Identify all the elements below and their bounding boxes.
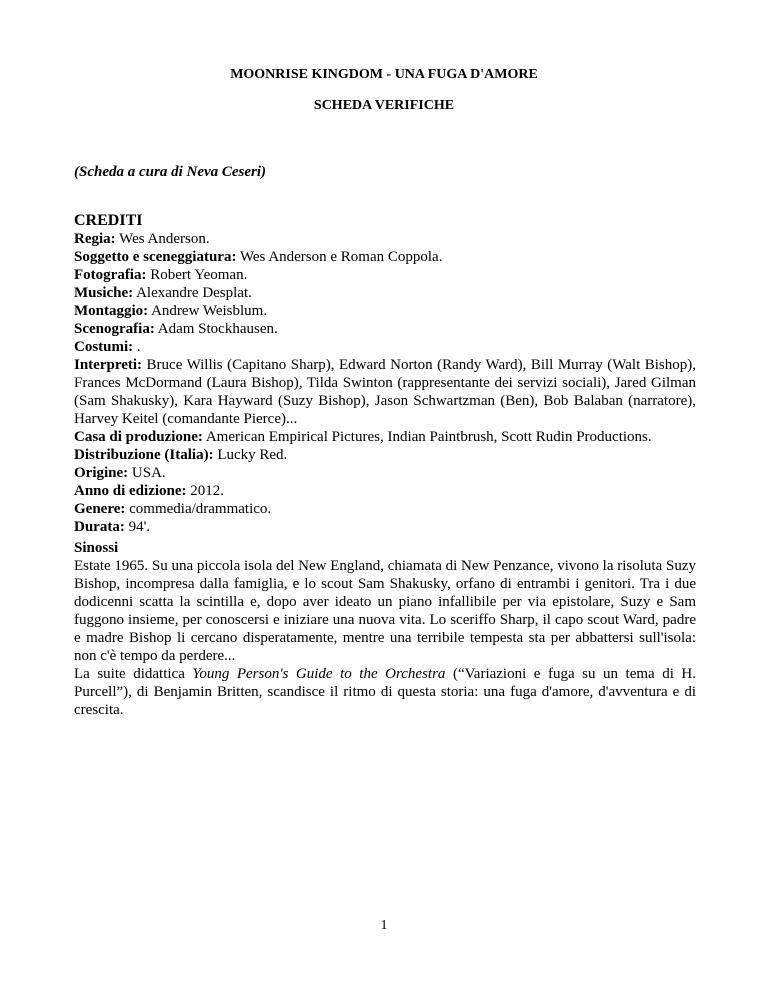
credit-label: Scenografia:: [74, 321, 155, 337]
credit-value: Bruce Willis (Capitano Sharp), Edward Norton (Randy Ward), Bill Murray (Walt Bishop), Frances McDormand (Laura Bishop), Tilda Swinton (rappresentante dei servizi sociali), Jared Gilman (Sam Shakusky), Kara Hayward (Suzy Bishop), Jason Schwartzman (Ben), Bob Balaban (narratore), Harvey Keitel (comandante Pierce)...: [74, 357, 696, 427]
credit-genere: [74, 500, 696, 518]
credit-casa-produzione: [74, 428, 696, 446]
credit-label: Costumi:: [74, 339, 134, 355]
credit-label: Distribuzione (Italia):: [74, 447, 214, 463]
paragraph-text: (“Variazioni e fuga su un tema di H. Purcell”), di Benjamin Britten, scandisce il ritmo di questa storia: una fuga d'amore, d'avventura e di crescita.: [74, 666, 696, 718]
credit-durata: [74, 518, 696, 536]
sinossi-paragraph-2: [74, 665, 696, 719]
credit-regia: [74, 230, 696, 248]
credit-value: 2012.: [186, 483, 225, 499]
credit-value: USA.: [128, 465, 166, 481]
credit-interpreti: [74, 356, 696, 428]
credit-origine: [74, 464, 696, 482]
crediti-section: [74, 212, 696, 536]
credit-value: Alexandre Desplat.: [133, 285, 252, 301]
document-subtitle: SCHEDA VERIFICHE: [313, 98, 455, 113]
credit-distribuzione: [74, 446, 696, 464]
credit-value: commedia/drammatico.: [125, 501, 272, 517]
credit-label: Origine:: [74, 465, 129, 481]
document-title: MOONRISE KINGDOM - UNA FUGA D'AMORE: [230, 67, 538, 82]
credit-soggetto: [74, 248, 696, 266]
credit-anno: [74, 482, 696, 500]
author-credit-note: (Scheda a cura di Neva Ceseri): [74, 164, 267, 180]
credit-value: Wes Anderson.: [115, 231, 210, 247]
credit-fotografia: [74, 266, 696, 284]
sinossi-paragraph: Estate 1965. Su una piccola isola del New England, chiamata di New Penzance, vivono la risoluta Suzy Bishop, incompresa dalla famiglia, e lo scout Sam Shakusky, orfano di entrambi i genitori. Tra i due dodicenni scatta la scintilla e, dopo aver ideato un piano infallibile per via epistolare, Suzy e Sam fuggono insieme, per conoscersi e iniziare una nuova vita. Lo sceriffo Sharp, il capo scout Ward, padre e madre Bishop li cercano disperatamente, mentre una terribile tempesta sta per abbattersi sull'isola: non c'è tempo da perdere...: [74, 558, 696, 664]
credit-value: .: [133, 339, 141, 355]
credit-musiche: [74, 284, 696, 302]
credit-costumi: [74, 338, 696, 356]
credit-value: Robert Yeoman.: [146, 267, 248, 283]
credit-value: American Empirical Pictures, Indian Paintbrush, Scott Rudin Productions.: [202, 429, 652, 445]
credit-value: Lucky Red.: [213, 447, 288, 463]
credit-scenografia: [74, 320, 696, 338]
credit-montaggio: [74, 302, 696, 320]
credit-value: 94'.: [124, 519, 151, 535]
sinossi-heading: Sinossi: [74, 540, 119, 556]
work-title: Young Person's Guide to the Orchestra: [192, 666, 446, 682]
sinossi-section: [74, 539, 696, 719]
credit-label: Soggetto e sceneggiatura:: [74, 249, 237, 265]
credit-label: Regia:: [74, 231, 116, 247]
credit-label: Fotografia:: [74, 267, 147, 283]
credit-label: Durata:: [74, 519, 125, 535]
credit-label: Genere:: [74, 501, 126, 517]
credit-label: Montaggio:: [74, 303, 149, 319]
page-number: 1: [380, 918, 388, 933]
credit-value: Wes Anderson e Roman Coppola.: [236, 249, 443, 265]
credit-label: Interpreti:: [74, 357, 143, 373]
credit-value: Adam Stockhausen.: [154, 321, 278, 337]
credit-value: Andrew Weisblum.: [148, 303, 268, 319]
credit-label: Casa di produzione:: [74, 429, 203, 445]
crediti-heading: CREDITI: [74, 212, 143, 229]
paragraph-text: La suite didattica: [74, 666, 193, 682]
credit-label: Musiche:: [74, 285, 134, 301]
credit-label: Anno di edizione:: [74, 483, 187, 499]
